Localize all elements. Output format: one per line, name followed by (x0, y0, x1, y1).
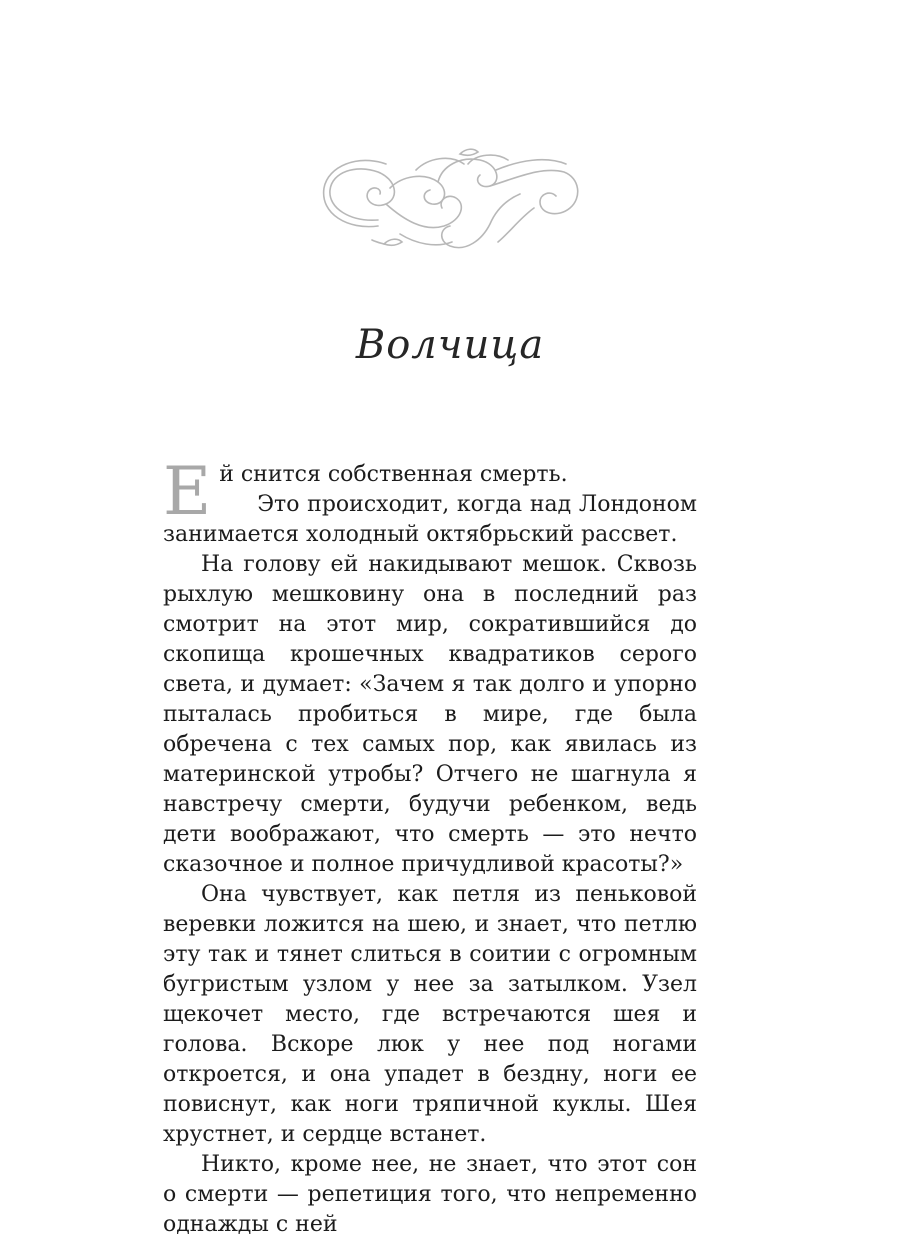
chapter-title: Волчица (355, 322, 545, 368)
paragraph-5: Никто, кроме нее, не знает, что этот сон о смерти — репетиция того, что непременно однажды с ней (163, 1152, 697, 1237)
drop-cap: Е (163, 453, 212, 530)
paragraph-2: Это происходит, когда над Лондоном занимается холодный октябрьский рассвет. (163, 492, 697, 547)
flourish-ornament-icon (320, 148, 582, 258)
body-text (163, 453, 697, 1240)
paragraph-4: Она чувствует, как петля из пеньковой веревки ложится на шею, и знает, что петлю эту так и тянет слиться в соитии с огромным бугристым узлом у нее за затылком. Узел щекочет место, где встречаются шея и голова. Вскоре люк у нее под ногами откроется, и она упадет в бездну, ноги ее повиснут, как ноги тряпичной куклы. Шея хрустнет, и сердце встанет. (163, 882, 697, 1147)
paragraph-3: На голову ей накидывают мешок. Сквозь рыхлую мешковину она в последний раз смотрит на этот мир, сократившийся до скопища крошечных квадратиков серого света, и думает: «Зачем я так долго и упорно пыталась пробиться в мире, где была обречена с тех самых пор, как явилась из материнской утробы? Отчего не шагнула я навстречу смерти, будучи ребенком, ведь дети воображают, что смерть — это нечто сказочное и полное причудливой красоты?» (163, 552, 697, 877)
paragraph-1-text: й снится собственная смерть. (219, 462, 568, 487)
